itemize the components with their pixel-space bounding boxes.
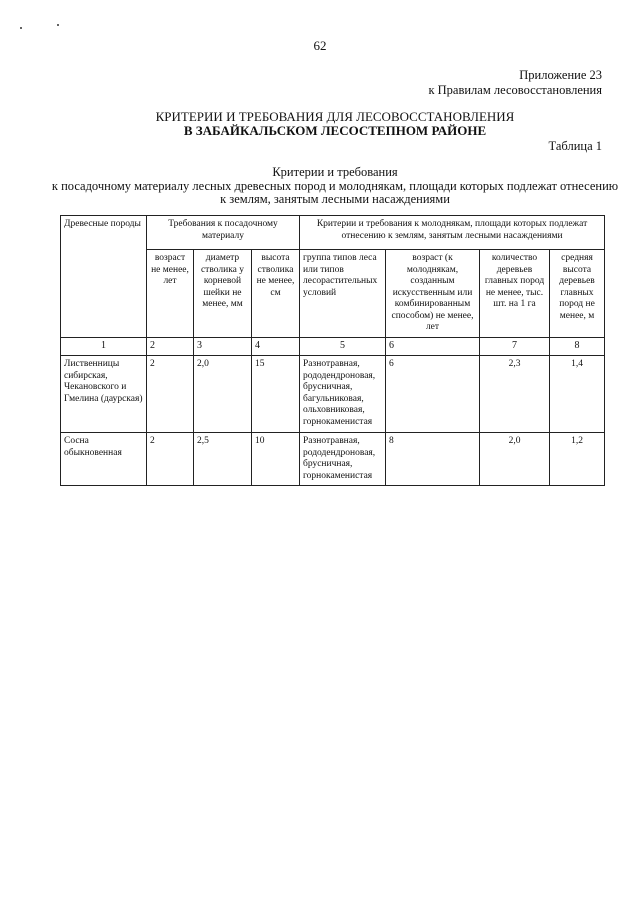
document-title-line-2: В ЗАБАЙКАЛЬСКОМ ЛЕСОСТЕПНОМ РАЙОНЕ <box>183 123 487 138</box>
column-number: 8 <box>550 338 605 356</box>
table-row <box>61 356 605 433</box>
document-title-line-1: КРИТЕРИИ И ТРЕБОВАНИЯ ДЛЯ ЛЕСОВОССТАНОВЛЕНИЯ <box>155 109 515 124</box>
cell-forest-types: Разнотравная, рододендроновая, брусничная, багульниковая, ольховниковая, горнокаменистая <box>300 356 386 433</box>
column-number: 7 <box>480 338 550 356</box>
cell-avg-height: 1,2 <box>550 433 605 486</box>
table-header-row <box>61 216 605 250</box>
cell-height: 15 <box>252 356 300 433</box>
cell-young-age: 6 <box>386 356 480 433</box>
scan-speck <box>57 24 59 26</box>
column-number-row <box>61 338 605 356</box>
table-row <box>61 433 605 486</box>
criteria-table <box>60 215 605 486</box>
scan-speck <box>20 27 22 29</box>
cell-age: 2 <box>147 433 194 486</box>
page-number: 62 <box>313 38 327 53</box>
table-subtitle-line-3: к землям, занятым лесными насаждениями <box>220 192 450 206</box>
header-species: Древесные породы <box>61 216 147 338</box>
cell-diameter: 2,0 <box>194 356 252 433</box>
cell-species: Сосна обыкновенная <box>61 433 147 486</box>
cell-tree-count: 2,0 <box>480 433 550 486</box>
header-planting-material: Требования к посадочному материалу <box>147 216 300 250</box>
cell-forest-types: Разнотравная, рододендроновая, брусничная, горнокаменистая <box>300 433 386 486</box>
cell-tree-count: 2,3 <box>480 356 550 433</box>
column-number: 6 <box>386 338 480 356</box>
header-height: высота стволика не менее, см <box>252 250 300 338</box>
header-tree-count: количество деревьев главных пород не менее, тыс. шт. на 1 га <box>480 250 550 338</box>
header-young-stands: Критерии и требования к молоднякам, площади которых подлежат отнесению к землям, занятым лесными насаждениями <box>300 216 605 250</box>
cell-young-age: 8 <box>386 433 480 486</box>
header-diameter: диаметр стволика у корневой шейки не менее, мм <box>194 250 252 338</box>
appendix-line-2: к Правилам лесовосстановления <box>428 83 602 97</box>
table-label: Таблица 1 <box>548 139 602 153</box>
cell-avg-height: 1,4 <box>550 356 605 433</box>
cell-diameter: 2,5 <box>194 433 252 486</box>
header-young-age: возраст (к молоднякам, созданным искусственным или комбинированным способом) не менее, лет <box>386 250 480 338</box>
cell-species: Лиственницы сибирская, Чекановского и Гмелина (даурская) <box>61 356 147 433</box>
table-subtitle-line-1: Критерии и требования <box>272 165 398 179</box>
column-number: 2 <box>147 338 194 356</box>
appendix-line-1: Приложение 23 <box>519 68 602 82</box>
table-subtitle-line-2: к посадочному материалу лесных древесных пород и молоднякам, площади которых подлежат отнесению <box>51 179 619 193</box>
header-avg-height: средняя высота деревьев главных пород не менее, м <box>550 250 605 338</box>
column-number: 1 <box>61 338 147 356</box>
cell-height: 10 <box>252 433 300 486</box>
cell-age: 2 <box>147 356 194 433</box>
column-number: 5 <box>300 338 386 356</box>
header-age: возраст не менее, лет <box>147 250 194 338</box>
header-forest-types: группа типов леса или типов лесорастительных условий <box>300 250 386 338</box>
column-number: 4 <box>252 338 300 356</box>
column-number: 3 <box>194 338 252 356</box>
